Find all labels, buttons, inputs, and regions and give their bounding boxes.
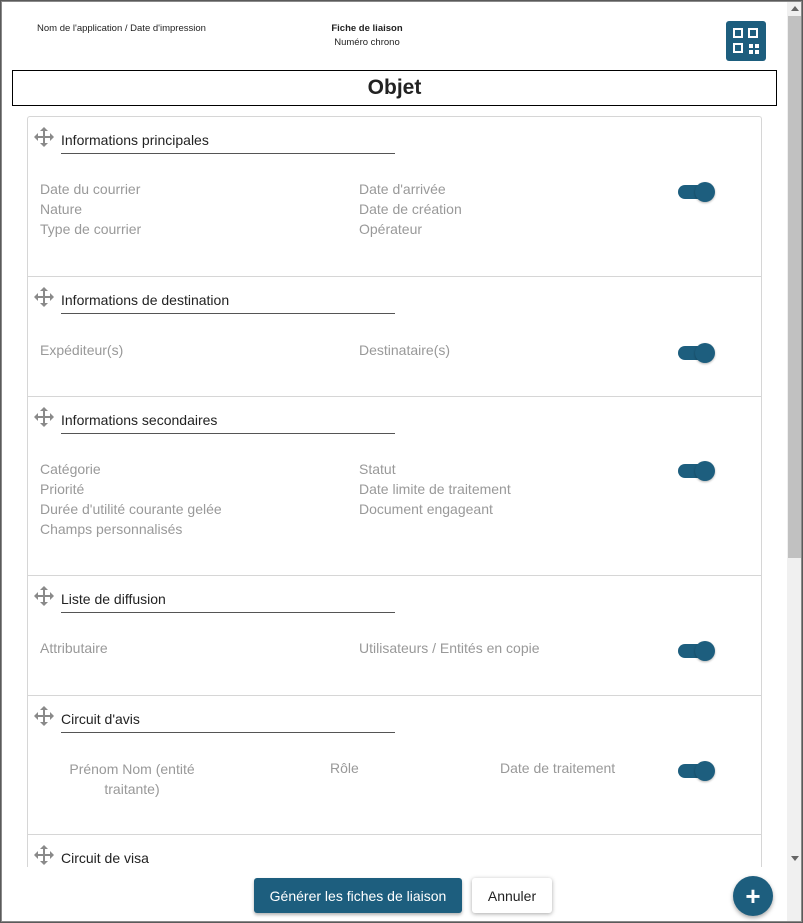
cancel-button[interactable]: Annuler xyxy=(472,878,552,913)
field-label: Nature xyxy=(40,201,83,217)
section-circuit-avis xyxy=(28,696,761,835)
plus-icon: + xyxy=(745,881,761,911)
qr-code-icon xyxy=(726,21,766,61)
field-label: Attributaire xyxy=(40,640,108,656)
section-toggle[interactable] xyxy=(678,182,714,202)
field-label: Type de courrier xyxy=(40,221,142,237)
field-label: Utilisateurs / Entités en copie xyxy=(359,640,540,656)
header-center xyxy=(302,23,432,48)
sections-scroll-area[interactable] xyxy=(2,110,785,867)
scroll-thumb[interactable] xyxy=(788,16,802,558)
field-label: Durée d'utilité courante gelée xyxy=(40,501,222,517)
move-icon[interactable] xyxy=(34,127,54,147)
field-label: Date du courrier xyxy=(40,181,141,197)
app-info-label: Nom de l'application / Date d'impression xyxy=(37,23,206,34)
page-title: Objet xyxy=(12,70,777,106)
move-icon[interactable] xyxy=(34,407,54,427)
section-title: Informations de destination xyxy=(61,292,395,314)
scrollbar[interactable] xyxy=(787,2,802,922)
section-title: Circuit de visa xyxy=(61,850,395,867)
fiche-title: Fiche de liaison xyxy=(331,23,403,34)
field-label: Catégorie xyxy=(40,461,101,477)
scroll-down-arrow-icon[interactable] xyxy=(791,856,799,861)
section-circuit-visa xyxy=(28,835,761,867)
add-button[interactable] xyxy=(733,876,773,916)
section-toggle[interactable] xyxy=(678,343,714,363)
section-toggle[interactable] xyxy=(678,461,714,481)
scroll-up-arrow-icon[interactable] xyxy=(791,6,799,11)
section-informations-destination xyxy=(28,277,761,397)
field-label: Document engageant xyxy=(359,501,493,517)
field-label: Date de création xyxy=(359,201,462,217)
section-title: Informations secondaires xyxy=(61,412,395,434)
field-label: Opérateur xyxy=(359,221,423,237)
field-label: Date d'arrivée xyxy=(359,181,446,197)
move-icon[interactable] xyxy=(34,287,54,307)
liaison-dialog xyxy=(1,1,802,922)
section-informations-principales xyxy=(28,117,761,277)
chrono-label: Numéro chrono xyxy=(334,37,400,48)
section-toggle[interactable] xyxy=(678,641,714,661)
section-liste-diffusion xyxy=(28,576,761,696)
move-icon[interactable] xyxy=(34,706,54,726)
move-icon[interactable] xyxy=(34,586,54,606)
section-title: Liste de diffusion xyxy=(61,591,395,613)
field-label: Date limite de traitement xyxy=(359,481,511,497)
field-label: Statut xyxy=(359,461,396,477)
section-title: Circuit d'avis xyxy=(61,711,395,733)
field-label: Rôle xyxy=(330,760,359,776)
section-toggle[interactable] xyxy=(678,761,714,781)
generate-button[interactable]: Générer les fiches de liaison xyxy=(254,878,462,913)
field-label: Prénom Nom (entité traitante) xyxy=(69,761,195,797)
move-icon[interactable] xyxy=(34,845,54,865)
section-title: Informations principales xyxy=(61,132,395,154)
sections-list xyxy=(27,116,762,867)
field-label: Priorité xyxy=(40,481,85,497)
field-label: Destinataire(s) xyxy=(359,342,451,358)
section-informations-secondaires xyxy=(28,397,761,576)
field-label: Champs personnalisés xyxy=(40,521,183,537)
field-label: Expéditeur(s) xyxy=(40,342,124,358)
field-label: Date de traitement xyxy=(500,760,616,776)
